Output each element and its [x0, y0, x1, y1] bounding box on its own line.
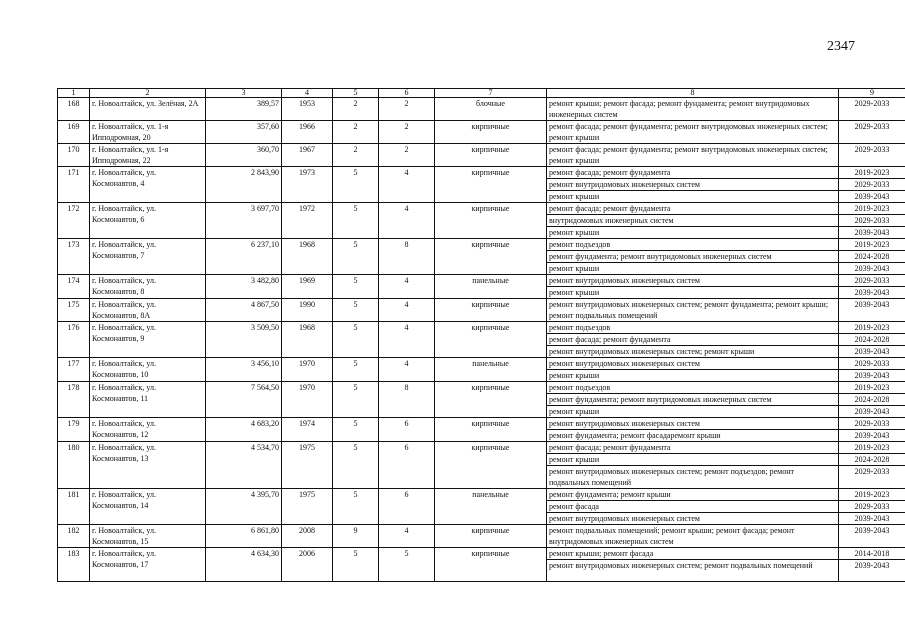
area-cell: 3 482,80	[206, 275, 282, 299]
wall-material-cell: панельные	[435, 489, 547, 525]
table-row	[58, 322, 905, 334]
year-cell: 1967	[282, 144, 333, 167]
repair-works-cell: ремонт фасада; ремонт фундамента	[547, 203, 839, 215]
column-number-header: 4	[282, 89, 333, 98]
floors-cell: 5	[333, 442, 379, 489]
area-cell: 389,57	[206, 98, 282, 121]
repair-works-cell: ремонт фасада; ремонт фундамента	[547, 442, 839, 454]
row-number-cell: 180	[58, 442, 90, 489]
year-cell: 1968	[282, 239, 333, 275]
repair-period-cell: 2024-2028	[839, 334, 905, 346]
repair-works-cell: ремонт внутридомовых инженерных систем; ремонт подвальных помещений	[547, 560, 839, 582]
year-cell: 1970	[282, 382, 333, 418]
address-cell: г. Новоалтайск, ул. Космонавтов, 4	[90, 167, 206, 203]
repair-works-cell: внутридомовых инженерных систем	[547, 215, 839, 227]
repair-works-cell: ремонт фундамента; ремонт фасадаремонт крыши	[547, 430, 839, 442]
floors-cell: 5	[333, 322, 379, 358]
row-number-cell: 173	[58, 239, 90, 275]
wall-material-cell: кирпичные	[435, 121, 547, 144]
repair-period-cell: 2019-2023	[839, 203, 905, 215]
repair-works-cell: ремонт внутридомовых инженерных систем	[547, 275, 839, 287]
year-cell: 2006	[282, 548, 333, 582]
address-cell: г. Новоалтайск, ул. Космонавтов, 7	[90, 239, 206, 275]
column-number-header: 9	[839, 89, 905, 98]
table-row	[58, 489, 905, 501]
floors-cell: 5	[333, 275, 379, 299]
repair-works-cell: ремонт фасада; ремонт фундамента; ремонт внутридомовых инженерных систем; ремонт крыши	[547, 121, 839, 144]
entrances-cell: 5	[379, 548, 435, 582]
repair-works-cell: ремонт фундамента; ремонт внутридомовых инженерных систем	[547, 394, 839, 406]
year-cell: 1966	[282, 121, 333, 144]
repair-period-cell: 2024-2028	[839, 394, 905, 406]
wall-material-cell: кирпичные	[435, 203, 547, 239]
row-number-cell: 171	[58, 167, 90, 203]
wall-material-cell: кирпичные	[435, 442, 547, 489]
area-cell: 6 861,80	[206, 525, 282, 548]
address-cell: г. Новоалтайск, ул. Космонавтов, 10	[90, 358, 206, 382]
page-number: 2347	[827, 39, 855, 54]
floors-cell: 5	[333, 548, 379, 582]
year-cell: 1974	[282, 418, 333, 442]
row-number-cell: 169	[58, 121, 90, 144]
repair-period-cell: 2029-2033	[839, 358, 905, 370]
repair-works-cell: ремонт внутридомовых инженерных систем	[547, 179, 839, 191]
address-cell: г. Новоалтайск, ул. 1-я Ипподромная, 22	[90, 144, 206, 167]
repair-period-cell: 2019-2023	[839, 167, 905, 179]
repair-period-cell: 2039-2043	[839, 513, 905, 525]
area-cell: 7 564,50	[206, 382, 282, 418]
area-cell: 4 395,70	[206, 489, 282, 525]
repair-works-cell: ремонт фундамента; ремонт внутридомовых инженерных систем	[547, 251, 839, 263]
repair-works-cell: ремонт фасада	[547, 501, 839, 513]
address-cell: г. Новоалтайск, ул. Космонавтов, 15	[90, 525, 206, 548]
floors-cell: 5	[333, 358, 379, 382]
table-row	[58, 418, 905, 430]
row-number-cell: 179	[58, 418, 90, 442]
repair-works-cell: ремонт крыши; ремонт фасада	[547, 548, 839, 560]
repair-period-cell: 2029-2033	[839, 501, 905, 513]
repair-period-cell: 2029-2033	[839, 466, 905, 489]
floors-cell: 2	[333, 98, 379, 121]
address-cell: г. Новоалтайск, ул. Космонавтов, 14	[90, 489, 206, 525]
address-cell: г. Новоалтайск, ул. Космонавтов, 8	[90, 275, 206, 299]
row-number-cell: 175	[58, 299, 90, 322]
row-number-cell: 178	[58, 382, 90, 418]
repair-period-cell: 2039-2043	[839, 430, 905, 442]
column-number-header: 2	[90, 89, 206, 98]
area-cell: 6 237,10	[206, 239, 282, 275]
repair-period-cell: 2039-2043	[839, 370, 905, 382]
column-number-header: 7	[435, 89, 547, 98]
repair-period-cell: 2019-2023	[839, 239, 905, 251]
repair-period-cell: 2039-2043	[839, 525, 905, 548]
wall-material-cell: кирпичные	[435, 322, 547, 358]
table-row	[58, 442, 905, 454]
repair-works-cell: ремонт крыши	[547, 287, 839, 299]
wall-material-cell: кирпичные	[435, 144, 547, 167]
area-cell: 4 534,70	[206, 442, 282, 489]
repair-period-cell: 2029-2033	[839, 215, 905, 227]
repair-period-cell: 2039-2043	[839, 191, 905, 203]
row-number-cell: 183	[58, 548, 90, 582]
repair-works-cell: ремонт фасада; ремонт фундамента	[547, 334, 839, 346]
table-row	[58, 167, 905, 179]
row-number-cell: 181	[58, 489, 90, 525]
floors-cell: 2	[333, 121, 379, 144]
area-cell: 4 867,50	[206, 299, 282, 322]
column-number-header: 3	[206, 89, 282, 98]
table-row	[58, 144, 905, 167]
repair-period-cell: 2029-2033	[839, 98, 905, 121]
floors-cell: 5	[333, 203, 379, 239]
table-row	[58, 275, 905, 287]
repair-works-cell: ремонт крыши	[547, 191, 839, 203]
table-row	[58, 239, 905, 251]
repair-works-cell: ремонт внутридомовых инженерных систем	[547, 358, 839, 370]
capital-repair-table	[57, 88, 905, 582]
year-cell: 1975	[282, 489, 333, 525]
repair-period-cell: 2019-2023	[839, 382, 905, 394]
repair-works-cell: ремонт внутридомовых инженерных систем; ремонт подъездов; ремонт подвальных помещений	[547, 466, 839, 489]
repair-works-cell: ремонт крыши	[547, 454, 839, 466]
repair-period-cell: 2029-2033	[839, 179, 905, 191]
year-cell: 1972	[282, 203, 333, 239]
entrances-cell: 4	[379, 167, 435, 203]
address-cell: г. Новоалтайск, ул. Космонавтов, 6	[90, 203, 206, 239]
address-cell: г. Новоалтайск, ул. Космонавтов, 8А	[90, 299, 206, 322]
repair-period-cell: 2039-2043	[839, 227, 905, 239]
floors-cell: 5	[333, 489, 379, 525]
repair-period-cell: 2039-2043	[839, 560, 905, 582]
address-cell: г. Новоалтайск, ул. Космонавтов, 17	[90, 548, 206, 582]
wall-material-cell: кирпичные	[435, 418, 547, 442]
entrances-cell: 4	[379, 299, 435, 322]
entrances-cell: 2	[379, 121, 435, 144]
wall-material-cell: блочные	[435, 98, 547, 121]
repair-period-cell: 2019-2023	[839, 442, 905, 454]
address-cell: г. Новоалтайск, ул. Космонавтов, 9	[90, 322, 206, 358]
table-row	[58, 358, 905, 370]
entrances-cell: 4	[379, 525, 435, 548]
repair-period-cell: 2024-2028	[839, 251, 905, 263]
repair-works-cell: ремонт внутридомовых инженерных систем	[547, 513, 839, 525]
repair-works-cell: ремонт крыши; ремонт фасада; ремонт фундамента; ремонт внутридомовых инженерных систем	[547, 98, 839, 121]
floors-cell: 5	[333, 299, 379, 322]
entrances-cell: 6	[379, 489, 435, 525]
wall-material-cell: кирпичные	[435, 382, 547, 418]
area-cell: 4 634,30	[206, 548, 282, 582]
repair-period-cell: 2039-2043	[839, 346, 905, 358]
row-number-cell: 172	[58, 203, 90, 239]
area-cell: 3 509,50	[206, 322, 282, 358]
repair-period-cell: 2039-2043	[839, 287, 905, 299]
row-number-cell: 176	[58, 322, 90, 358]
table-row	[58, 203, 905, 215]
repair-works-cell: ремонт подъездов	[547, 322, 839, 334]
table-row	[58, 98, 905, 121]
year-cell: 1969	[282, 275, 333, 299]
table-row	[58, 525, 905, 548]
repair-period-cell: 2029-2033	[839, 121, 905, 144]
year-cell: 1990	[282, 299, 333, 322]
address-cell: г. Новоалтайск, ул. Космонавтов, 12	[90, 418, 206, 442]
wall-material-cell: панельные	[435, 358, 547, 382]
repair-period-cell: 2019-2023	[839, 489, 905, 501]
address-cell: г. Новоалтайск, ул. 1-я Ипподромная, 20	[90, 121, 206, 144]
wall-material-cell: кирпичные	[435, 239, 547, 275]
repair-period-cell: 2039-2043	[839, 263, 905, 275]
entrances-cell: 4	[379, 358, 435, 382]
floors-cell: 2	[333, 144, 379, 167]
entrances-cell: 8	[379, 382, 435, 418]
repair-works-cell: ремонт подвальных помещений; ремонт крыши; ремонт фасада; ремонт внутридомовых инженерных систем	[547, 525, 839, 548]
address-cell: г. Новоалтайск, ул. Космонавтов, 13	[90, 442, 206, 489]
repair-works-cell: ремонт крыши	[547, 227, 839, 239]
entrances-cell: 2	[379, 98, 435, 121]
row-number-cell: 182	[58, 525, 90, 548]
table-row	[58, 548, 905, 560]
year-cell: 1975	[282, 442, 333, 489]
entrances-cell: 8	[379, 239, 435, 275]
wall-material-cell: кирпичные	[435, 548, 547, 582]
column-number-header: 8	[547, 89, 839, 98]
table-row	[58, 121, 905, 144]
wall-material-cell: кирпичные	[435, 299, 547, 322]
year-cell: 1968	[282, 322, 333, 358]
entrances-cell: 6	[379, 418, 435, 442]
address-cell: г. Новоалтайск, ул. Зелёная, 2А	[90, 98, 206, 121]
repair-works-cell: ремонт крыши	[547, 263, 839, 275]
repair-works-cell: ремонт фасада; ремонт фундамента; ремонт внутридомовых инженерных систем; ремонт крыши	[547, 144, 839, 167]
entrances-cell: 4	[379, 322, 435, 358]
repair-period-cell: 2029-2033	[839, 418, 905, 430]
entrances-cell: 4	[379, 203, 435, 239]
repair-works-cell: ремонт внутридомовых инженерных систем	[547, 418, 839, 430]
entrances-cell: 4	[379, 275, 435, 299]
repair-works-cell: ремонт внутридомовых инженерных систем; ремонт фундамента; ремонт крыши; ремонт подвальных помещений	[547, 299, 839, 322]
floors-cell: 5	[333, 167, 379, 203]
year-cell: 1970	[282, 358, 333, 382]
area-cell: 3 456,10	[206, 358, 282, 382]
repair-works-cell: ремонт подъездов	[547, 382, 839, 394]
floors-cell: 5	[333, 418, 379, 442]
repair-period-cell: 2039-2043	[839, 299, 905, 322]
repair-period-cell: 2029-2033	[839, 275, 905, 287]
repair-period-cell: 2024-2028	[839, 454, 905, 466]
row-number-cell: 170	[58, 144, 90, 167]
address-cell: г. Новоалтайск, ул. Космонавтов, 11	[90, 382, 206, 418]
entrances-cell: 6	[379, 442, 435, 489]
entrances-cell: 2	[379, 144, 435, 167]
area-cell: 360,70	[206, 144, 282, 167]
column-number-header: 6	[379, 89, 435, 98]
area-cell: 357,60	[206, 121, 282, 144]
area-cell: 4 683,20	[206, 418, 282, 442]
floors-cell: 5	[333, 382, 379, 418]
area-cell: 3 697,70	[206, 203, 282, 239]
repair-works-cell: ремонт внутридомовых инженерных систем; ремонт крыши	[547, 346, 839, 358]
repair-works-cell: ремонт фундамента; ремонт крыши	[547, 489, 839, 501]
column-number-header: 1	[58, 89, 90, 98]
wall-material-cell: кирпичные	[435, 525, 547, 548]
column-number-header: 5	[333, 89, 379, 98]
repair-period-cell: 2019-2023	[839, 322, 905, 334]
floors-cell: 9	[333, 525, 379, 548]
wall-material-cell: панельные	[435, 275, 547, 299]
area-cell: 2 843,90	[206, 167, 282, 203]
wall-material-cell: кирпичные	[435, 167, 547, 203]
repair-works-cell: ремонт крыши	[547, 406, 839, 418]
repair-works-cell: ремонт крыши	[547, 370, 839, 382]
year-cell: 1953	[282, 98, 333, 121]
row-number-cell: 168	[58, 98, 90, 121]
table-header-row	[58, 89, 905, 98]
repair-works-cell: ремонт подъездов	[547, 239, 839, 251]
year-cell: 2008	[282, 525, 333, 548]
repair-period-cell: 2014-2018	[839, 548, 905, 560]
repair-period-cell: 2039-2043	[839, 406, 905, 418]
floors-cell: 5	[333, 239, 379, 275]
table-row	[58, 299, 905, 322]
row-number-cell: 177	[58, 358, 90, 382]
row-number-cell: 174	[58, 275, 90, 299]
repair-works-cell: ремонт фасада; ремонт фундамента	[547, 167, 839, 179]
year-cell: 1973	[282, 167, 333, 203]
table-row	[58, 382, 905, 394]
repair-period-cell: 2029-2033	[839, 144, 905, 167]
